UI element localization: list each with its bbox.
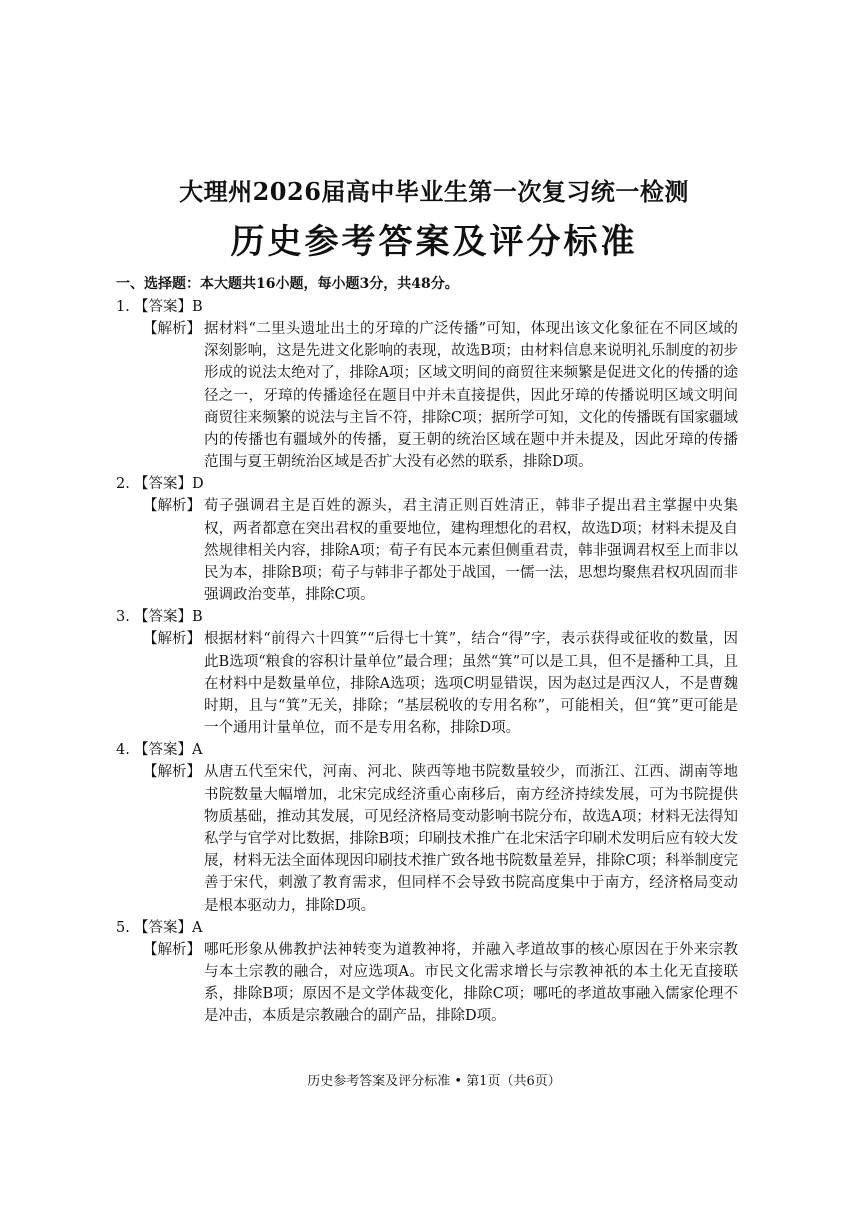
explanation-text: 荀子强调君主是百姓的源头，君主清正则百姓清正，韩非子提出君主掌握中央集权，两者都意在突出君权的重要地位，建构理想化的君权，故选D项；材料未提及自然规律相关内容，排除A项；荀子有民本元素但侧重君责，韩非强调君权至上而非以民为本，排除B项；荀子与韩非子都处于战国，一儒一法，思想均聚焦君权巩固而非强调政治变革，排除C项。 [204,498,738,604]
answer-value: D [192,476,204,493]
answer-line [0,296,868,318]
explanation-text: 从唐五代至宋代，河南、河北、陕西等地书院数量较少，而浙江、江西、湖南等地书院数量大幅增加，北宋完成经济重心南移后，南方经济持续发展，可为书院提供物质基础，推动其发展，可见经济格局变动影响书院分布，故选A项；材料无法得知私学与官学对比数据，排除B项；印刷技术推广在北宋活字印刷术发明后应有较大发展，材料无法全面体现因印刷技术推广致各地书院数量差异，排除C项；科举制度完善于宋代，刺激了教育需求，但同样不会导致书院高度集中于南方，经济格局变动是根本驱动力，排除D项。 [204,764,738,914]
answer-label: 【答案】 [134,299,192,315]
explanation-label: 【解析】 [143,941,201,958]
question-item [0,606,868,739]
explanation [0,939,738,1028]
explanation-label: 【解析】 [143,498,201,515]
exam-title: 大理州2026届高中毕业生第一次复习统一检测 [179,177,689,206]
section-heading: 一、选择题：本大题共16小题，每小题3分，共48分。 [116,276,459,292]
explanation-text: 根据材料“前得六十四箕”“后得七十箕”，结合“得”字，表示获得或征收的数量，因此B选项“粮食的容积计量单位”最合理；虽然“箕”可以是工具，但不是播种工具，且在材料中是数量单位，排除A选项；选项C明显错误，因为赵过是西汉人，不是曹魏时期，且与“箕”无关，排除；“基层税收的专用名称”，可能相关，但“箕”更可能是一个通用计量单位，而不是专用名称，排除D项。 [204,631,738,737]
question-number: 3. [116,609,130,626]
question-item [0,917,868,1028]
answer-label: 【答案】 [134,476,192,493]
question-item [0,739,868,916]
question-number: 2. [116,476,130,493]
answer-label: 【答案】 [134,742,192,759]
explanation-label: 【解析】 [143,321,201,337]
explanation-text: 哪吒形象从佛教护法神转变为道教神将，并融入孝道故事的核心原因在于外来宗教与本土宗教的融合，对应选项A。市民文化需求增长与宗教神祇的本土化无直接联系，排除B项；原因不是文学体裁变化，排除C项；哪吒的孝道故事融入儒家伦理不是冲击，本质是宗教融合的副产品，排除D项。 [204,941,738,1025]
page-footer: 历史参考答案及评分标准 • 第1页（共6页） [307,1074,561,1089]
answer-value: A [192,919,203,936]
explanation [0,495,738,606]
question-number: 4. [116,742,130,759]
answer-line [0,606,868,628]
answer-label: 【答案】 [134,919,192,936]
answer-line [0,739,868,761]
explanation [0,761,738,916]
explanation [0,628,738,739]
question-item [0,296,868,473]
answer-value: B [192,609,203,626]
question-list [0,296,868,1028]
explanation-text: 据材料“二里头遗址出土的牙璋的广泛传播”可知，体现出该文化象征在不同区域的深刻影响，这是先进文化影响的表现，故选B项；由材料信息来说明礼乐制度的初步形成的说法太绝对了，排除A项；区域文明间的商贸往来频繁是促进文化的传播的途径之一，牙璋的传播途径在题目中并未直接提供，因此牙璋的传播说明区域文明间商贸往来频繁的说法与主旨不符，排除C项；据所学可知，文化的传播既有国家疆域内的传播也有疆域外的传播，夏王朝的统治区域在题中并未提及，因此牙璋的传播范围与夏王朝统治区域是否扩大没有必然的联系，排除D项。 [204,321,738,471]
question-item [0,473,868,606]
question-number: 1. [116,299,130,315]
explanation-label: 【解析】 [143,764,201,781]
question-number: 5. [116,919,130,936]
answer-value: A [192,742,203,759]
answer-value: B [192,299,203,315]
answer-line [0,917,868,939]
answer-line [0,473,868,495]
explanation-label: 【解析】 [143,631,201,648]
explanation [0,318,738,473]
answer-label: 【答案】 [134,609,192,626]
document-title: 历史参考答案及评分标准 [230,222,638,262]
